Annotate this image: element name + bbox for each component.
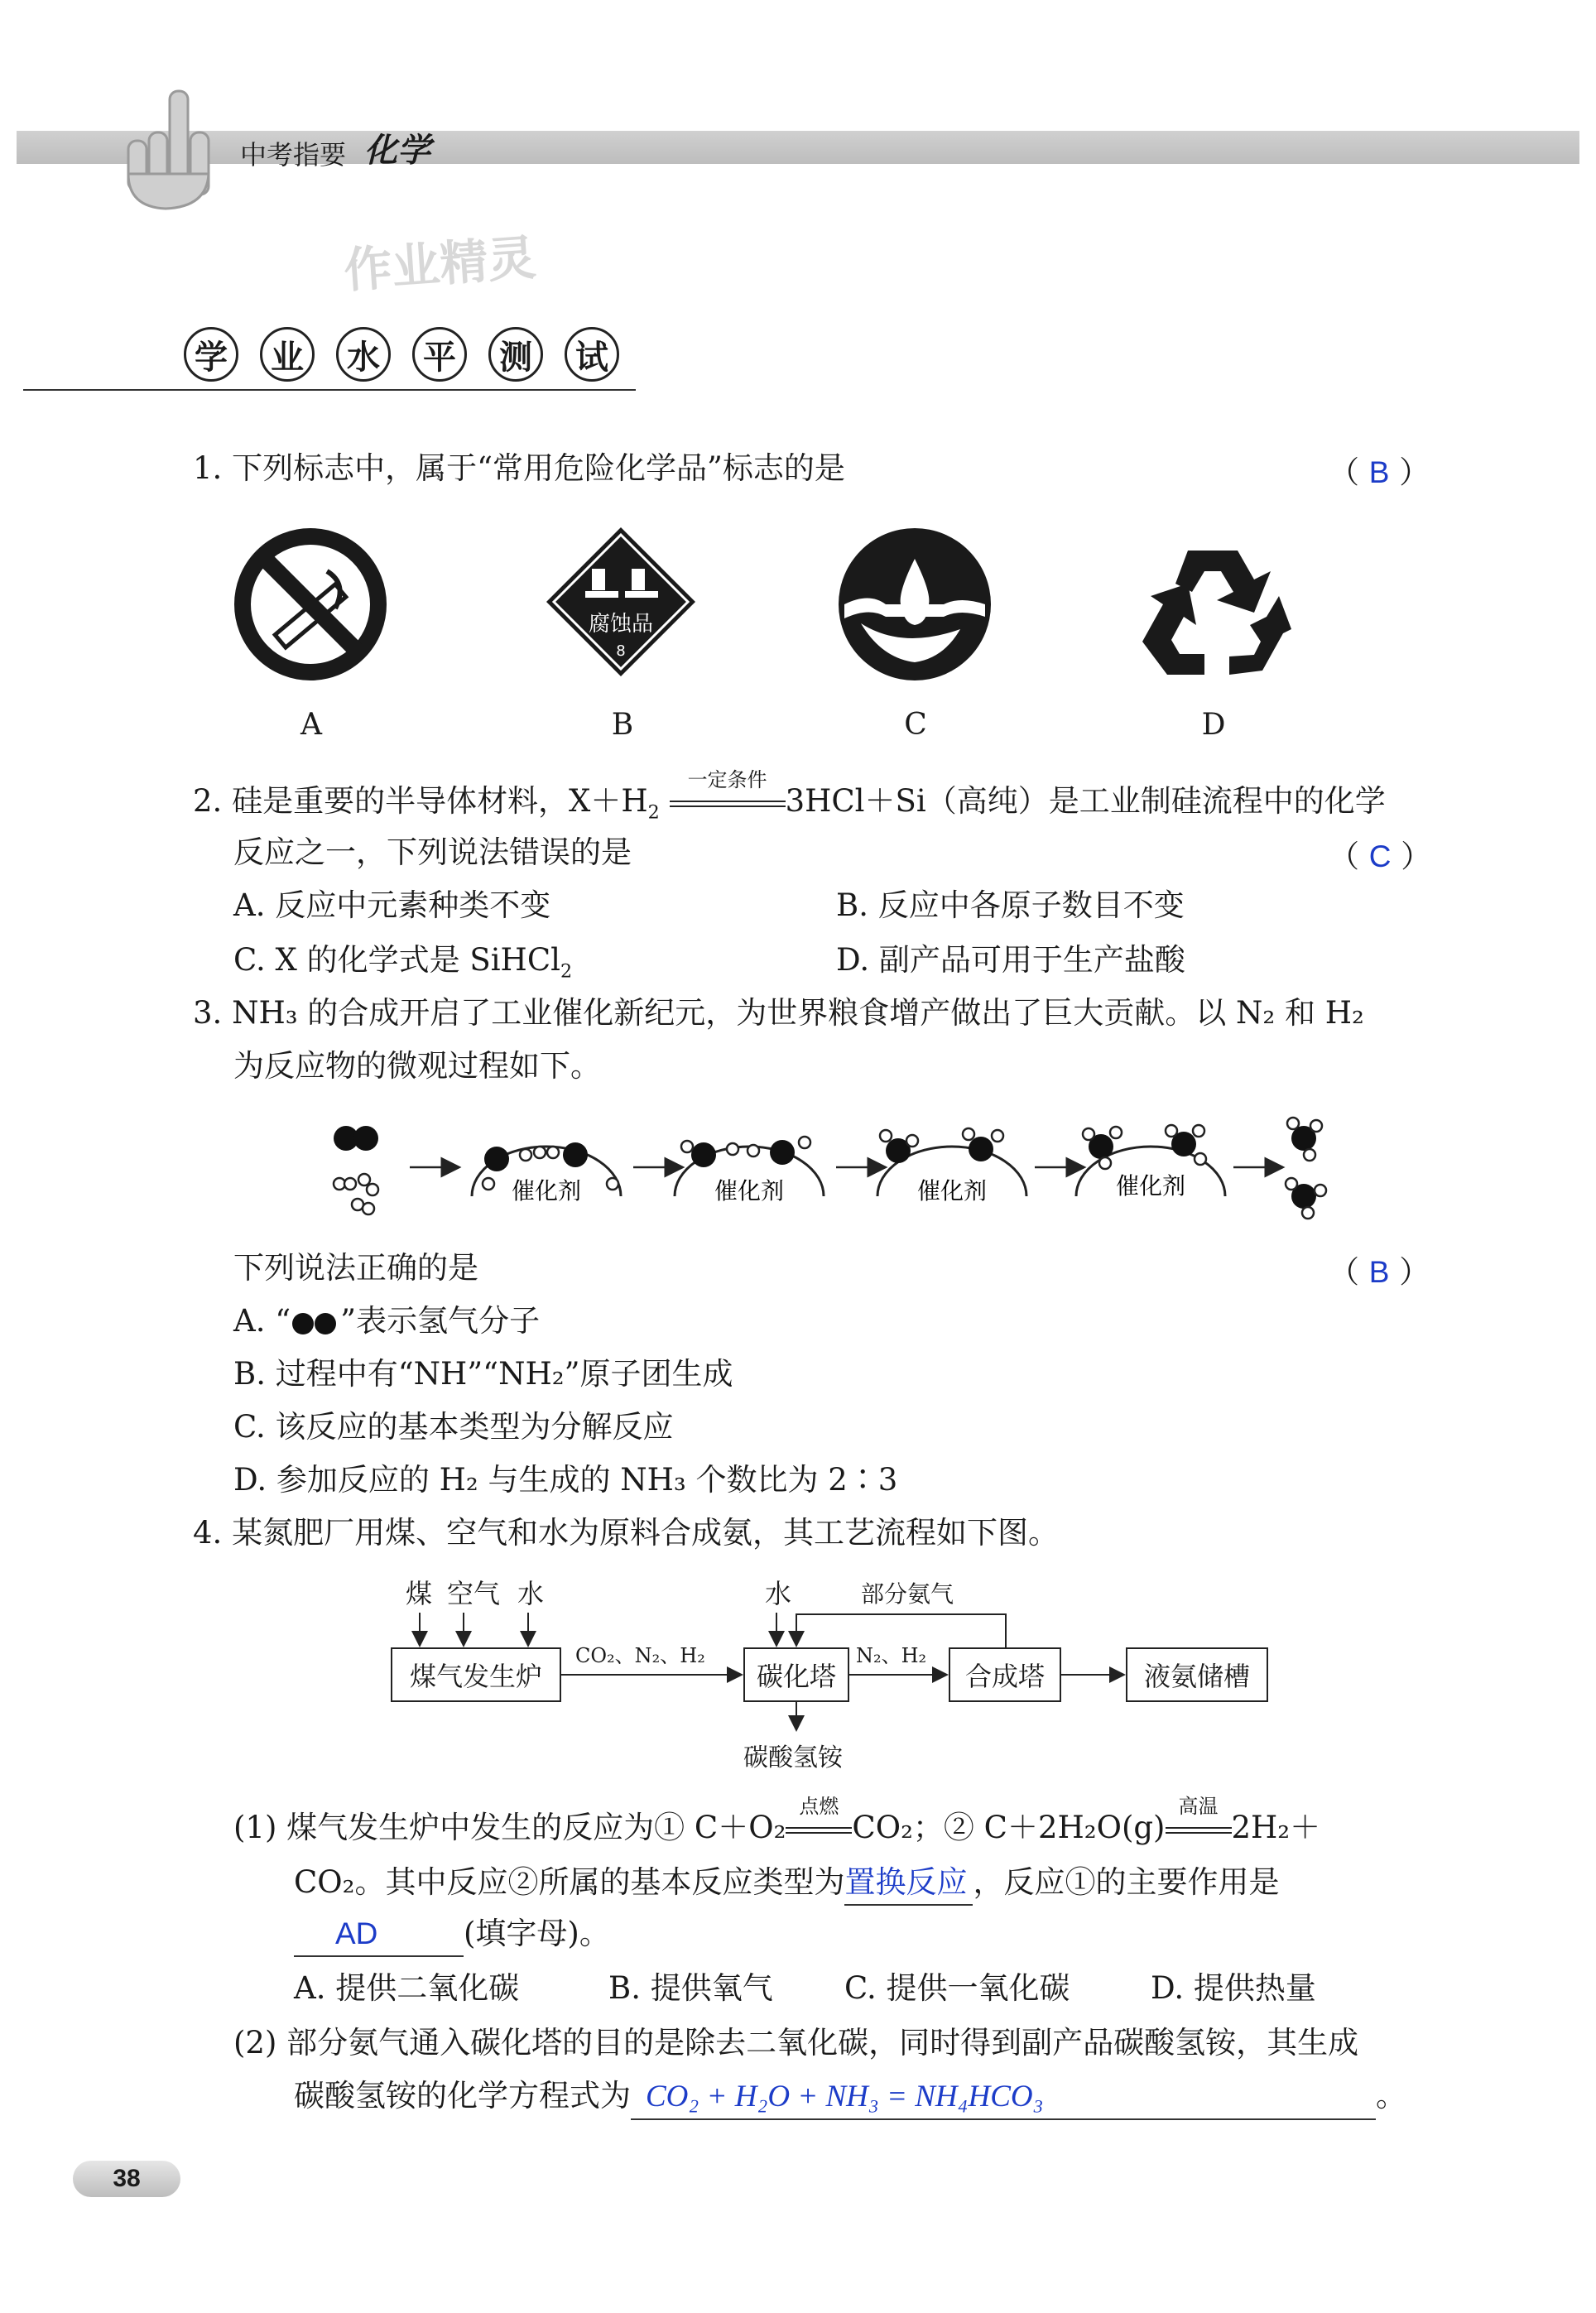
box-gas-generator: 煤气发生炉	[391, 1647, 561, 1702]
catalyst-label: 催化剂	[1115, 1172, 1186, 1200]
q3-option-a	[233, 1300, 540, 1343]
q2-answer-bracket: （ C ）	[1329, 839, 1432, 874]
q3-line1: 3. NH₃ 的合成开启了工业催化新纪元，为世界粮食增产做出了巨大贡献。以 N₂ 和 H₂	[193, 995, 1364, 1031]
q4-p1-line2	[294, 1861, 1279, 1906]
q4-p1-line1	[233, 1795, 1321, 1849]
q4-cond1: 点燃	[799, 1795, 839, 1818]
q4-answer2-blank[interactable]	[294, 1912, 464, 1957]
q4-p1-line2-post: ，反应①的主要作用是	[973, 1864, 1280, 1900]
corrosive-icon	[542, 523, 699, 680]
q1-label-d: D	[1201, 708, 1226, 742]
section-char: 测	[488, 327, 543, 382]
flow-arrows	[381, 1606, 1291, 1738]
page-number: 38	[113, 2165, 141, 2192]
section-char: 平	[412, 327, 467, 382]
q4-cond2-arrow	[1166, 1795, 1232, 1849]
q1-label-a: A	[300, 708, 322, 742]
q2-condition-arrow	[670, 768, 786, 823]
section-char: 业	[260, 327, 315, 382]
q3-option-b: B. 过程中有“NH”“NH₂”原子团生成	[233, 1356, 733, 1392]
input-water: 水	[517, 1578, 545, 1609]
q3-micro-process-diagram	[323, 1101, 1349, 1233]
q4-text: 4. 某氮肥厂用煤、空气和水为原料合成氨，其工艺流程如下图。	[193, 1515, 1060, 1551]
watermark: 作业精灵	[342, 228, 538, 299]
q2-line1-post: 3HCl＋Si（高纯）是工业制硅流程中的化学	[785, 783, 1386, 819]
q3-answer-bracket: （ B ）	[1329, 1254, 1430, 1290]
q1-answer-bracket: （ B ）	[1329, 454, 1430, 490]
q4-cond2: 高温	[1178, 1795, 1219, 1818]
q4-p2-line2	[294, 2075, 1406, 2120]
q4-p1-line1-post: 2H₂＋	[1231, 1810, 1321, 1845]
input-air: 空气	[447, 1578, 501, 1609]
q4-p2-line2-pre: 碳酸氢铵的化学方程式为	[294, 2078, 631, 2113]
q2-option-a: A. 反应中元素种类不变	[233, 887, 551, 923]
q1-label-b: B	[611, 708, 634, 742]
recycle-label: 部分氨气	[861, 1580, 954, 1608]
q4-answer1: 置换反应	[844, 1865, 968, 1899]
q4-p1-line2-pre: CO₂。其中反应②所属的基本反应类型为	[294, 1864, 845, 1900]
q3-option-a-post: ”表示氢气分子	[340, 1303, 541, 1339]
q4-p1-option-b: B. 提供氧气	[608, 1970, 773, 2006]
section-char: 试	[565, 327, 619, 382]
q4-p1-line3	[294, 1912, 610, 1957]
q1-answer: B	[1368, 455, 1390, 489]
q3-option-d: D. 参加反应的 H₂ 与生成的 NH₃ 个数比为 2∶3	[233, 1462, 898, 1498]
catalyst-label: 催化剂	[714, 1177, 785, 1205]
q4-p1-line3-post: (填字母)。	[464, 1916, 610, 1951]
page-number-badge	[73, 2161, 180, 2197]
q2-line2: 反应之一，下列说法错误的是	[233, 834, 632, 870]
output-label: 碳酸氢铵	[743, 1743, 843, 1772]
q4-cond1-arrow	[786, 1795, 852, 1849]
section-rule	[23, 389, 636, 391]
q4-p1-option-d: D. 提供热量	[1151, 1970, 1316, 2006]
no-smoking-icon	[232, 526, 389, 683]
q3-answer: B	[1368, 1255, 1390, 1289]
box-carbonization-tower: 碳化塔	[743, 1647, 849, 1702]
q4-p1-option-c: C. 提供一氧化碳	[844, 1970, 1070, 2006]
input-water-2: 水	[765, 1578, 792, 1609]
corrosive-class: 8	[616, 642, 626, 660]
q2-option-c-text: C. X 的化学式是 SiHCl	[233, 942, 560, 978]
q3-option-a-pre: A. “	[233, 1303, 291, 1339]
q4-p1-line1-mid: CO₂；② C＋2H₂O(g)	[852, 1810, 1166, 1845]
section-char: 水	[336, 327, 391, 382]
header-title: 中考指要	[240, 139, 347, 171]
corrosive-label: 腐蚀品	[588, 612, 654, 637]
q3-line2: 为反应物的微观过程如下。	[233, 1048, 601, 1084]
q2-line1: 2. 硅是重要的半导体材料，$X+H_2$ 一定条件 3HCl＋Si（高纯）是工业制硅流程中的化学	[193, 780, 1386, 834]
arrow1-label: CO₂、N₂、H₂	[575, 1644, 705, 1667]
q3-option-c: C. 该反应的基本类型为分解反应	[233, 1409, 674, 1445]
q3-stem: 下列说法正确的是	[233, 1250, 478, 1286]
q4-p1-line1-pre: (1) 煤气发生炉中发生的反应为① C＋O₂	[233, 1810, 786, 1845]
subject-glyph: 化学	[364, 131, 430, 170]
q2-condition: 一定条件	[687, 768, 767, 791]
hand-logo-icon	[116, 83, 232, 215]
two-atom-molecule-icon	[291, 1311, 340, 1336]
q4-p2-line2-post: 。	[1376, 2078, 1406, 2113]
box-liquid-ammonia-tank: 液氨储槽	[1126, 1647, 1268, 1702]
q2-option-d: D. 副产品可用于生产盐酸	[836, 942, 1185, 978]
q4-answer2: AD	[335, 1916, 378, 1950]
box-synthesis-tower: 合成塔	[949, 1647, 1061, 1702]
q4-answer1-blank[interactable]	[844, 1861, 973, 1906]
catalyst-label: 催化剂	[511, 1177, 582, 1205]
q1-text: 1. 下列标志中，属于“常用危险化学品”标志的是	[193, 450, 845, 486]
q2-option-c: C. X 的化学式是 SiHCl$_2$	[233, 942, 573, 983]
q4-p2-answer-blank[interactable]	[631, 2075, 1376, 2120]
q4-p2-answer: CO₂ + H₂O + NH₃ = NH₄HCO₃	[646, 2080, 1044, 2113]
section-char: 学	[184, 327, 238, 382]
q2-option-b: B. 反应中各原子数目不变	[836, 887, 1185, 923]
q2-answer: C	[1368, 839, 1392, 873]
q1-label-c: C	[904, 708, 927, 742]
water-saving-icon	[836, 526, 993, 683]
q4-p2-line1: (2) 部分氨气通入碳化塔的目的是除去二氧化碳，同时得到副产品碳酸氢铵，其生成	[233, 2025, 1359, 2061]
input-coal: 煤	[406, 1578, 433, 1609]
recycle-icon	[1130, 534, 1296, 683]
catalyst-label: 催化剂	[916, 1177, 988, 1205]
q4-p1-option-a: A. 提供二氧化碳	[294, 1970, 520, 2006]
q2-line1-pre: 2. 硅是重要的半导体材料，X＋H	[193, 783, 648, 819]
arrow2-label: N₂、H₂	[856, 1644, 927, 1667]
